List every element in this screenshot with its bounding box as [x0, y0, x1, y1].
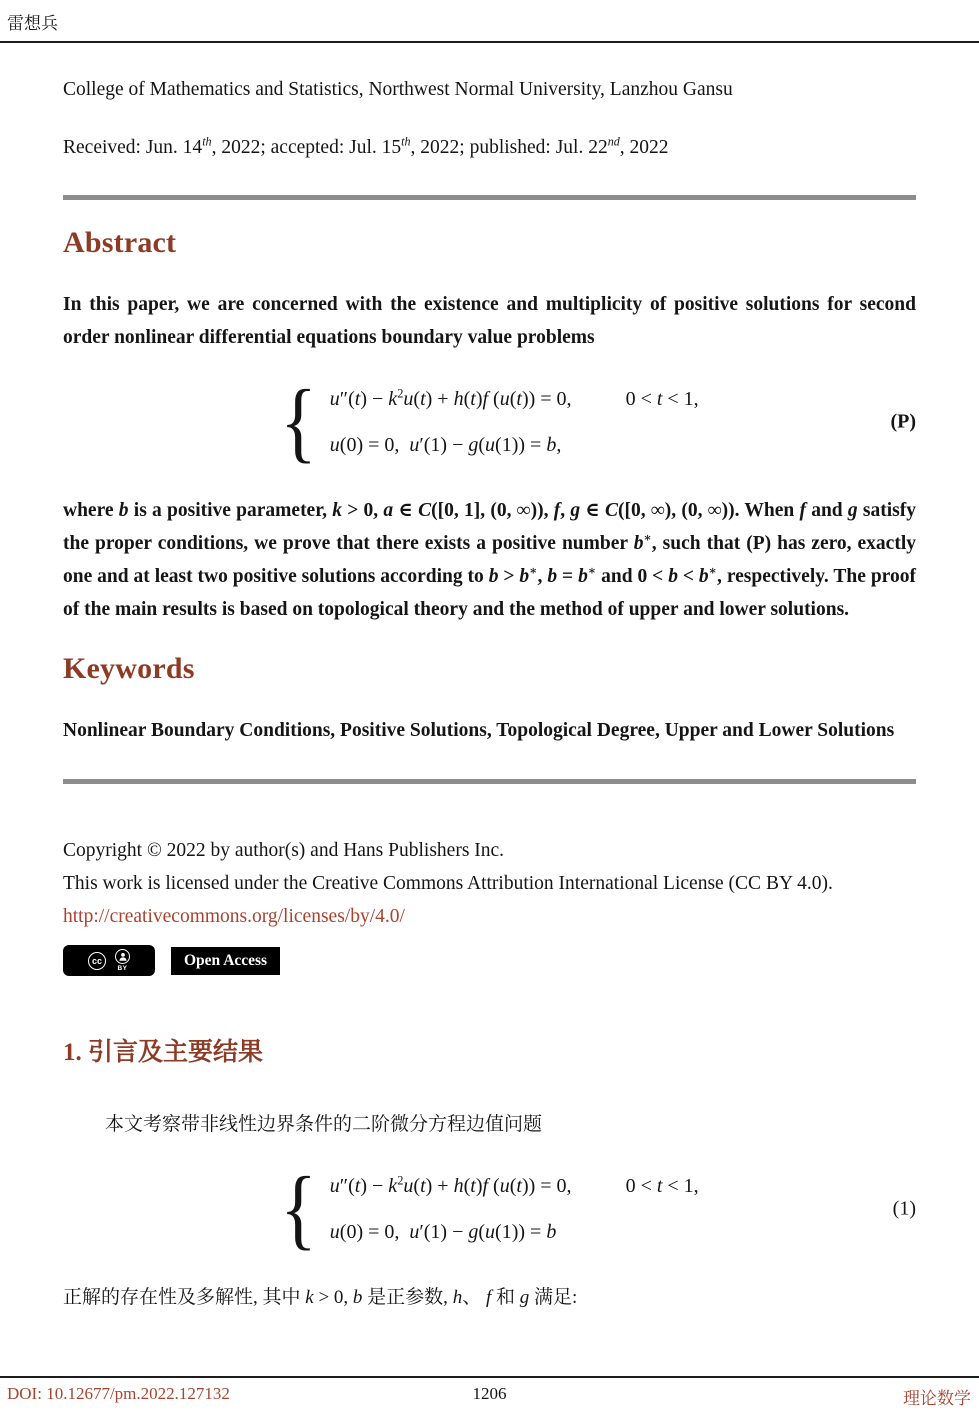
section-1-title: 1. 引言及主要结果	[63, 1039, 264, 1066]
abstract-paragraph-2: where b is a positive parameter, k > 0, a ∈ C([0, 1], (0, ∞)), f, g ∈ C([0, ∞), (0, ∞)). When f and g satisfy the proper conditions, we prove that there exists a positive number b∗, such that (P) has zero, exactly one and at least two positive solutions according to b > b∗, b = b∗ and 0 < b < b∗, respectively. The proof of the main results is based on topological theory and the method of upper and lower solutions.	[63, 500, 916, 620]
equation-P	[63, 372, 916, 472]
footer-page-number: 1206	[472, 1384, 507, 1403]
running-author: 雷想兵	[7, 14, 58, 33]
cases-brace-icon: {	[280, 1159, 317, 1259]
equation-1	[63, 1159, 916, 1259]
by-label: BY	[117, 965, 128, 972]
keywords-text: Nonlinear Boundary Conditions, Positive Solutions, Topological Degree, Upper and Lower Solutions	[63, 720, 895, 741]
footer-journal-name: 理论数学	[903, 1389, 971, 1408]
cc-icon: cc	[88, 952, 106, 970]
copyright-block	[63, 834, 916, 976]
abstract-title: Abstract	[63, 226, 177, 259]
person-icon	[115, 949, 130, 964]
license-badges	[63, 945, 916, 976]
abstract-top-rule	[63, 195, 916, 200]
open-access-badge[interactable]: Open Access	[171, 947, 280, 975]
section-1-paragraph-2: 正解的存在性及多解性, 其中 k > 0, b 是正参数, h、 f 和 g 满足:	[63, 1287, 578, 1308]
equation-line-2: u(0) = 0, u′(1) − g(u(1)) = b	[329, 1221, 557, 1243]
license-link[interactable]: http://creativecommons.org/licenses/by/4.0/	[63, 906, 405, 927]
equation-line-1: $u''(t) - k^2u(t) + h(t)f$ (u(t)) = 0, 0 < t < 1,	[329, 386, 699, 410]
section-1-paragraph-1: 本文考察带非线性边界条件的二阶微分方程边值问题	[105, 1114, 543, 1135]
equation-body	[280, 1159, 699, 1259]
license-link-line	[63, 900, 916, 933]
content	[0, 79, 979, 1314]
cc-by-badge[interactable]	[63, 945, 155, 976]
keywords-bottom-rule	[63, 779, 916, 784]
equation-line-1: $u''(t) - k^2u(t) + h(t)f$ (u(t)) = 0, 0 < t < 1,	[329, 1173, 699, 1197]
affiliation: College of Mathematics and Statistics, Northwest Normal University, Lanzhou Gansu	[63, 79, 733, 100]
footer	[0, 1376, 979, 1414]
copyright-line: Copyright © 2022 by author(s) and Hans Publishers Inc.	[63, 840, 505, 861]
equation-lines	[330, 1163, 699, 1255]
running-header	[0, 0, 979, 41]
cases-brace-icon: {	[280, 372, 317, 472]
by-attribution-group	[115, 949, 130, 972]
equation-lines	[330, 376, 699, 468]
footer-doi: DOI: 10.12677/pm.2022.127132	[7, 1384, 230, 1403]
license-line: This work is licensed under the Creative Commons Attribution International License (CC BY 4.0).	[63, 873, 833, 894]
equation-label-P: (P)	[890, 410, 916, 433]
keywords-title: Keywords	[63, 652, 195, 685]
equation-label-1: (1)	[892, 1197, 916, 1220]
received-line: Received: Jun. 14th, 2022; accepted: Jul. 15th, 2022; published: Jul. 22nd, 2022	[63, 134, 669, 158]
equation-body	[280, 372, 699, 472]
abstract-paragraph-1: In this paper, we are concerned with the existence and multiplicity of positive solutions for second order nonlinear differential equations boundary value problems	[63, 294, 916, 348]
header-rule	[0, 41, 979, 43]
equation-line-2: u(0) = 0, u′(1) − g(u(1)) = b,	[329, 434, 562, 456]
